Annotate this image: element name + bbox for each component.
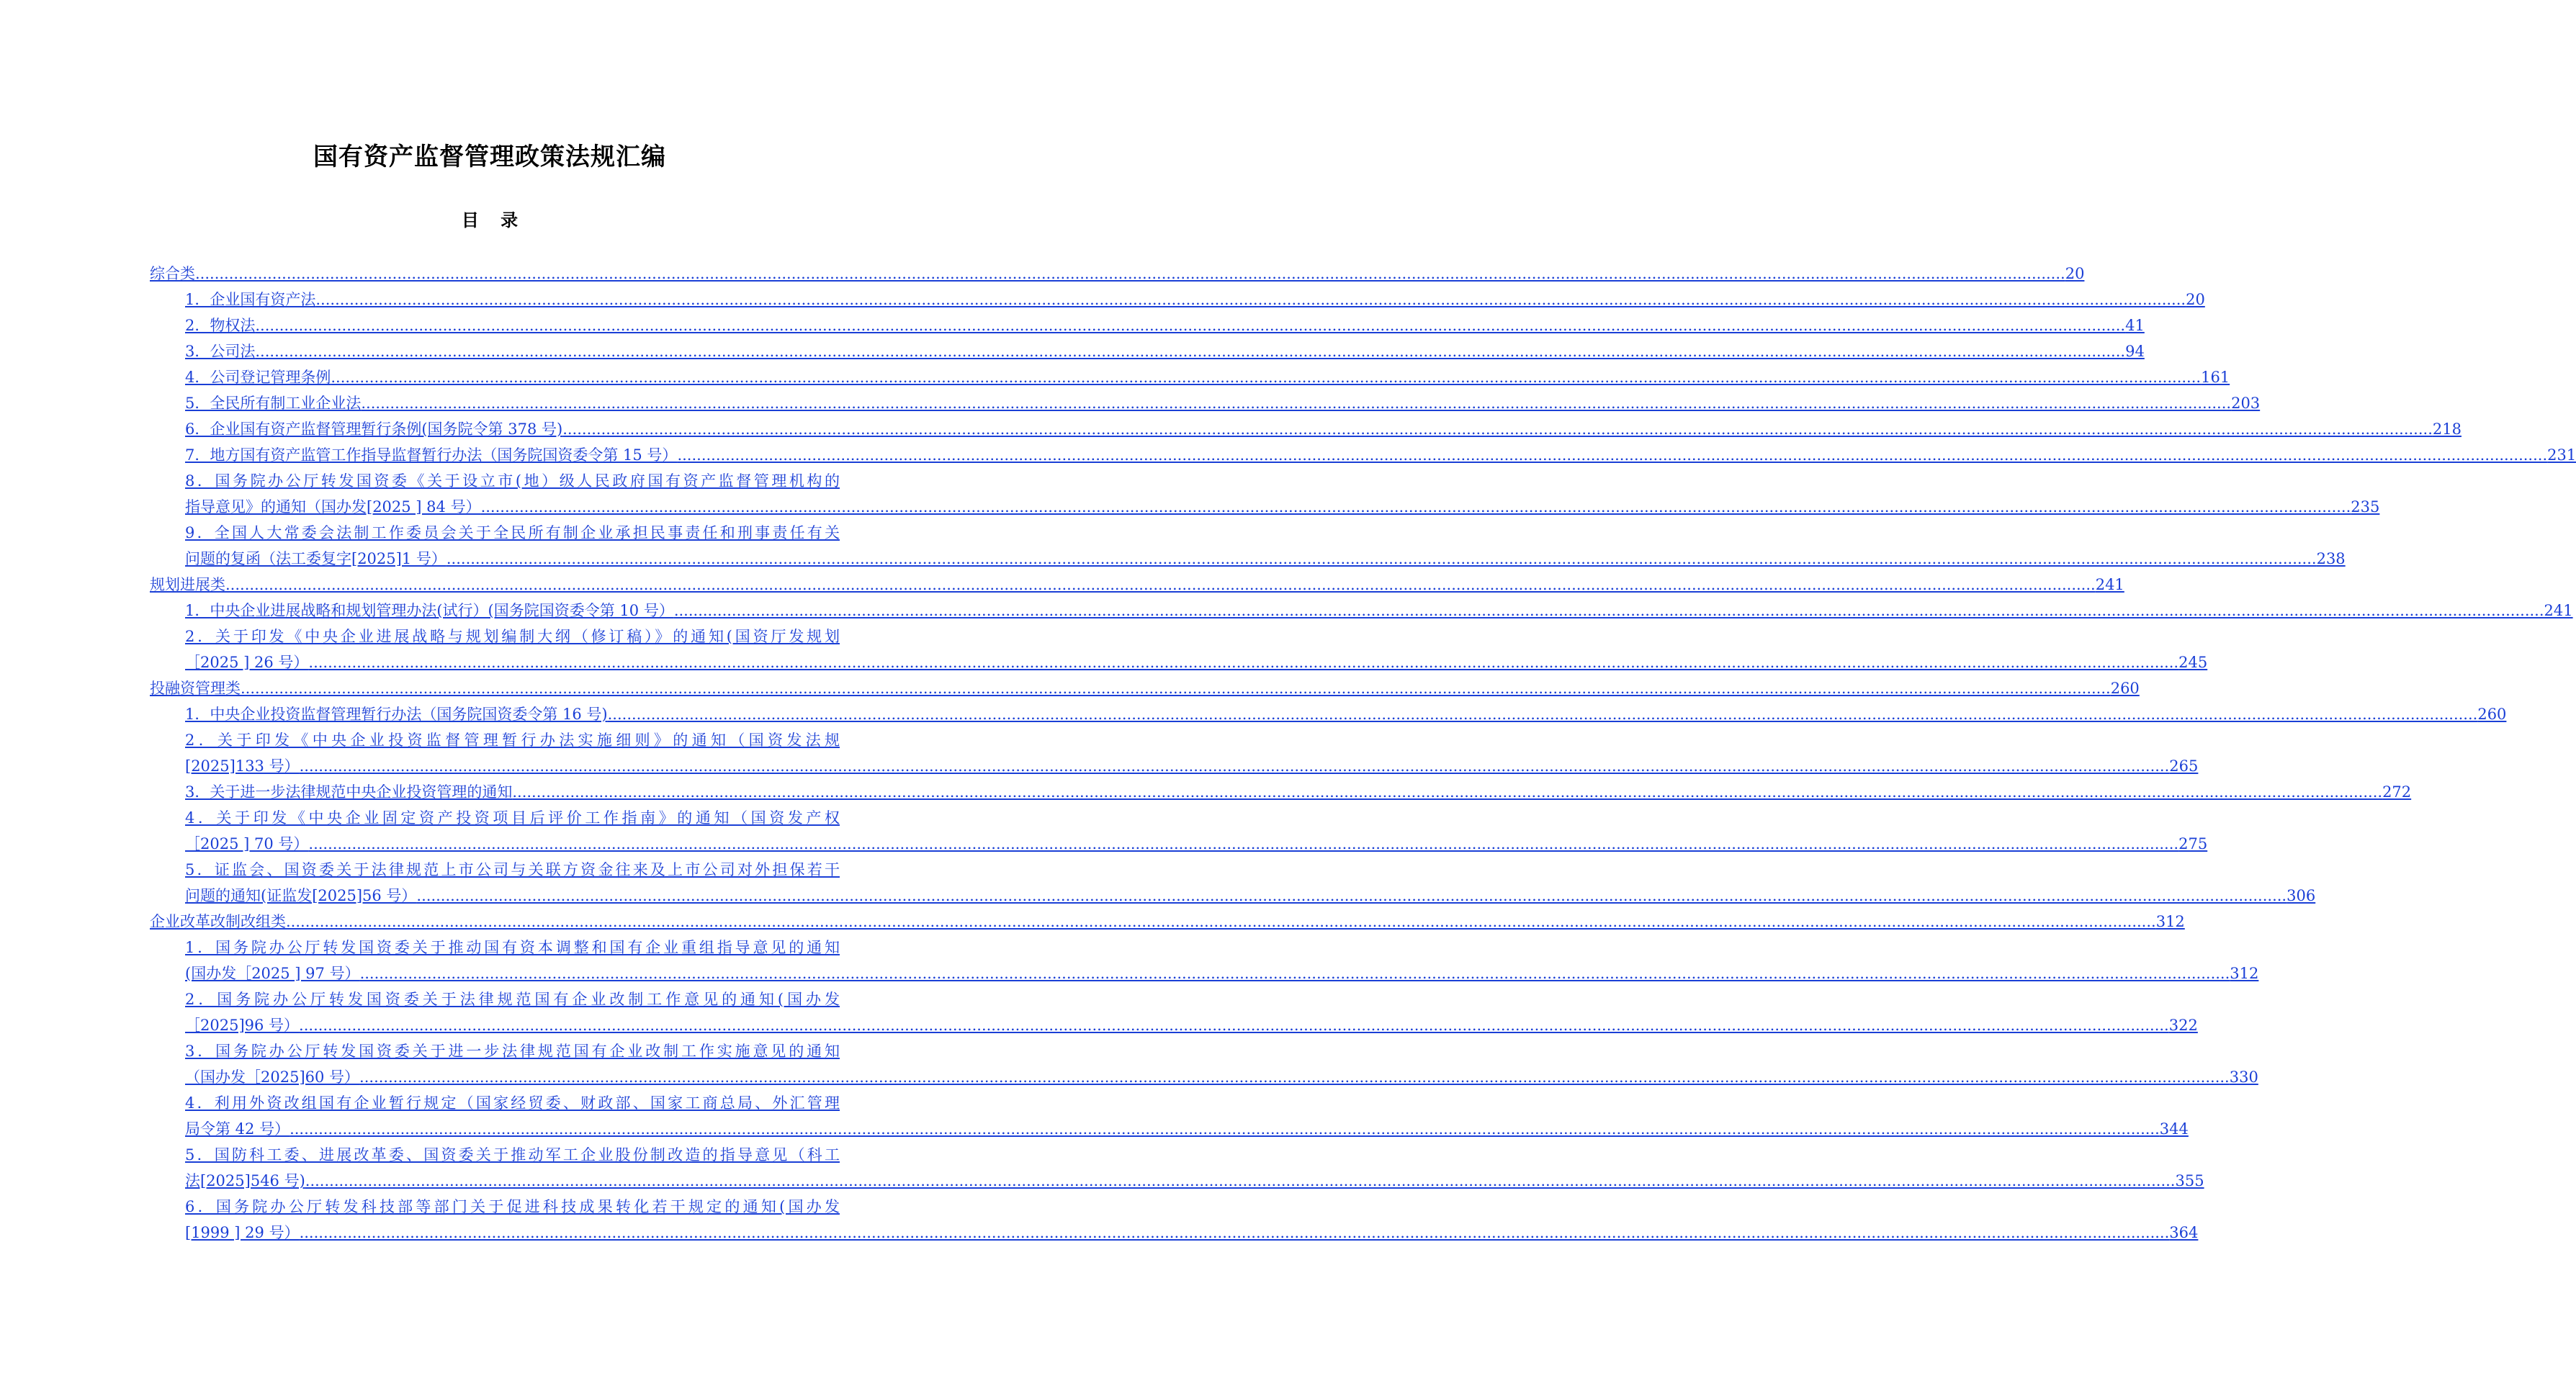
dot-leader: [308, 649, 2178, 675]
toc-item-text: 3．公司法: [185, 343, 256, 360]
toc-section-link[interactable]: [150, 261, 2085, 287]
toc-item-link[interactable]: [185, 1038, 2258, 1090]
dot-leader: [446, 546, 2317, 572]
toc-item-text: 法[2025]546 号): [185, 1172, 305, 1189]
toc-page-number: 241: [2095, 576, 2124, 593]
toc-item-text: 局令第 42 号）: [185, 1120, 290, 1138]
toc-section-link[interactable]: [150, 572, 2124, 598]
dot-leader: [255, 338, 2125, 364]
toc-item-text: （国办发［2025]60 号）: [185, 1068, 360, 1086]
toc-item-text: 指导意见》的通知（国办发[2025 ] 84 号）: [185, 498, 481, 516]
dot-leader: [359, 1064, 2230, 1090]
toc-item-link[interactable]: [185, 1142, 2204, 1194]
toc-item-link[interactable]: [185, 287, 2205, 312]
toc-item-text: 问题的复函（法工委复字[2025]1 号）: [185, 550, 446, 567]
toc-page-number: 235: [2351, 498, 2380, 516]
toc-item-text: 综合类: [150, 265, 195, 282]
toc-item-text-line: 4．关于印发《中央企业固定资产投资项目后评价工作指南》的通知（国资发产权: [185, 809, 840, 827]
toc-item-link[interactable]: [185, 442, 2576, 468]
toc-item-link[interactable]: [185, 1090, 2189, 1142]
dot-leader: [677, 442, 2547, 468]
toc-item-text-line: 5．证监会、国资委关于法律规范上市公司与关联方资金往来及上市公司对外担保若干: [185, 861, 840, 878]
toc-page-number: 364: [2169, 1224, 2199, 1241]
toc-page-number: 260: [2477, 706, 2507, 723]
toc-item-link[interactable]: [185, 935, 2259, 986]
toc-item-link[interactable]: [185, 312, 2145, 338]
toc-item-text: 4．公司登记管理条例: [185, 369, 331, 386]
toc-item-link[interactable]: [185, 805, 2208, 857]
toc-heading: 目 录: [461, 210, 519, 230]
toc-item-text: 1．中央企业投资监督管理暂行办法（国务院国资委令第 16 号): [185, 706, 608, 723]
toc-item-text: 3．关于进一步法律规范中央企业投资管理的通知: [185, 783, 513, 801]
dot-leader: [608, 701, 2478, 727]
dot-leader: [290, 1116, 2160, 1142]
toc-item-link[interactable]: [185, 727, 2199, 779]
toc-page-number: 272: [2382, 783, 2412, 801]
toc-item-link[interactable]: [185, 598, 2573, 624]
toc-page-number: 203: [2231, 395, 2261, 412]
toc-item-link[interactable]: [185, 416, 2461, 442]
toc-item-link[interactable]: [185, 390, 2261, 416]
toc-section-link[interactable]: [150, 675, 2140, 701]
toc-item-link[interactable]: [185, 624, 2208, 675]
dot-leader: [255, 312, 2125, 338]
toc-item-text-line: 6．国务院办公厅转发科技部等部门关于促进科技成果转化若干规定的通知(国办发: [185, 1198, 840, 1215]
document-title: 国有资产监督管理政策法规汇编: [313, 143, 666, 171]
toc-item-link[interactable]: [185, 779, 2412, 805]
toc-item-text-line: 9．全国人大常委会法制工作委员会关于全民所有制企业承担民事责任和刑事责任有关: [185, 524, 840, 541]
toc-item-text: [1999 ] 29 号）: [185, 1224, 300, 1241]
toc-page-number: 238: [2316, 550, 2346, 567]
toc-item-text: 规划进展类: [150, 576, 225, 593]
dot-leader: [562, 416, 2433, 442]
toc-item-text: 企业改革改制改组类: [150, 913, 286, 930]
toc-item-text: ［2025]96 号）: [185, 1017, 300, 1034]
toc-item-link[interactable]: [185, 520, 2346, 572]
toc-page-number: 306: [2286, 887, 2316, 904]
dot-leader: [300, 753, 2170, 779]
toc-item-text-line: 4．利用外资改组国有企业暂行规定（国家经贸委、财政部、国家工商总局、外汇管理: [185, 1094, 840, 1112]
table-of-contents: [150, 261, 2576, 1246]
toc-item-text-line: 8．国务院办公厅转发国资委《关于设立市(地）级人民政府国有资产监督管理机构的: [185, 472, 840, 490]
dot-leader: [331, 364, 2201, 390]
toc-item-text: 1．中央企业进展战略和规划管理办法(试行）(国务院国资委令第 10 号）: [185, 602, 674, 619]
toc-item-text: (国办发［2025 ] 97 号）: [185, 965, 360, 982]
toc-item-text-line: 2．关于印发《中央企业进展战略与规划编制大纲（修订稿）》的通知(国资厅发规划: [185, 628, 840, 645]
toc-item-link[interactable]: [185, 1194, 2199, 1246]
toc-item-text: ［2025 ] 26 号）: [185, 654, 309, 671]
toc-section-link[interactable]: [150, 909, 2185, 935]
toc-page-number: 312: [2155, 913, 2185, 930]
toc-item-text: 2．物权法: [185, 317, 256, 334]
toc-page-number: 245: [2178, 654, 2208, 671]
toc-item-link[interactable]: [185, 701, 2507, 727]
toc-item-text-line: 2．国务院办公厅转发国资委关于法律规范国有企业改制工作意见的通知(国办发: [185, 991, 840, 1008]
toc-item-link[interactable]: [185, 986, 2198, 1038]
toc-item-link[interactable]: [185, 468, 2380, 520]
toc-item-text: ［2025 ] 70 号）: [185, 835, 309, 852]
toc-page-number: 20: [2186, 291, 2205, 308]
toc-item-text: [2025]133 号）: [185, 757, 300, 775]
dot-leader: [361, 390, 2231, 416]
toc-item-text: 7．地方国有资产监管工作指导监督暂行办法（国务院国资委令第 15 号）: [185, 446, 678, 464]
dot-leader: [481, 494, 2351, 520]
dot-leader: [416, 883, 2286, 909]
dot-leader: [286, 909, 2156, 935]
toc-item-link[interactable]: [185, 364, 2230, 390]
toc-item-text: 投融资管理类: [150, 680, 241, 697]
dot-leader: [360, 960, 2230, 986]
toc-page-number: 322: [2168, 1017, 2198, 1034]
dot-leader: [195, 261, 2065, 287]
toc-page-number: 330: [2229, 1068, 2258, 1086]
toc-item-text-line: 5．国防科工委、进展改革委、国资委关于推动军工企业股份制改造的指导意见（科工: [185, 1146, 840, 1164]
toc-page-number: 231: [2547, 446, 2576, 464]
toc-page-number: 312: [2230, 965, 2259, 982]
toc-page-number: 20: [2065, 265, 2085, 282]
toc-item-text: 问题的通知(证监发[2025]56 号）: [185, 887, 417, 904]
dot-leader: [512, 779, 2382, 805]
toc-item-text: 6．企业国有资产监督管理暂行条例(国务院令第 378 号): [185, 420, 563, 438]
toc-page-number: 260: [2110, 680, 2140, 697]
toc-page-number: 218: [2432, 420, 2461, 438]
dot-leader: [674, 598, 2544, 624]
dot-leader: [315, 287, 2186, 312]
dot-leader: [299, 1012, 2169, 1038]
toc-page-number: 41: [2125, 317, 2145, 334]
toc-item-link[interactable]: [185, 338, 2145, 364]
toc-page-number: 94: [2125, 343, 2145, 360]
toc-page-number: 275: [2178, 835, 2208, 852]
toc-page-number: 265: [2169, 757, 2199, 775]
toc-page-number: 161: [2201, 369, 2230, 386]
toc-page-number: 355: [2175, 1172, 2204, 1189]
dot-leader: [241, 675, 2111, 701]
toc-item-text: 5．全民所有制工业企业法: [185, 395, 362, 412]
dot-leader: [225, 572, 2096, 598]
toc-item-text-line: 2．关于印发《中央企业投资监督管理暂行办法实施细则》的通知（国资发法规: [185, 732, 840, 749]
toc-item-text-line: 3．国务院办公厅转发国资委关于进一步法律规范国有企业改制工作实施意见的通知: [185, 1043, 840, 1060]
dot-leader: [305, 1168, 2176, 1194]
dot-leader: [308, 831, 2178, 857]
toc-page-number: 344: [2159, 1120, 2189, 1138]
toc-page-number: 241: [2544, 602, 2573, 619]
toc-item-text-line: 1．国务院办公厅转发国资委关于推动国有资本调整和国有企业重组指导意见的通知: [185, 939, 840, 956]
toc-item-link[interactable]: [185, 857, 2316, 909]
toc-item-text: 1．企业国有资产法: [185, 291, 316, 308]
dot-leader: [300, 1220, 2170, 1246]
